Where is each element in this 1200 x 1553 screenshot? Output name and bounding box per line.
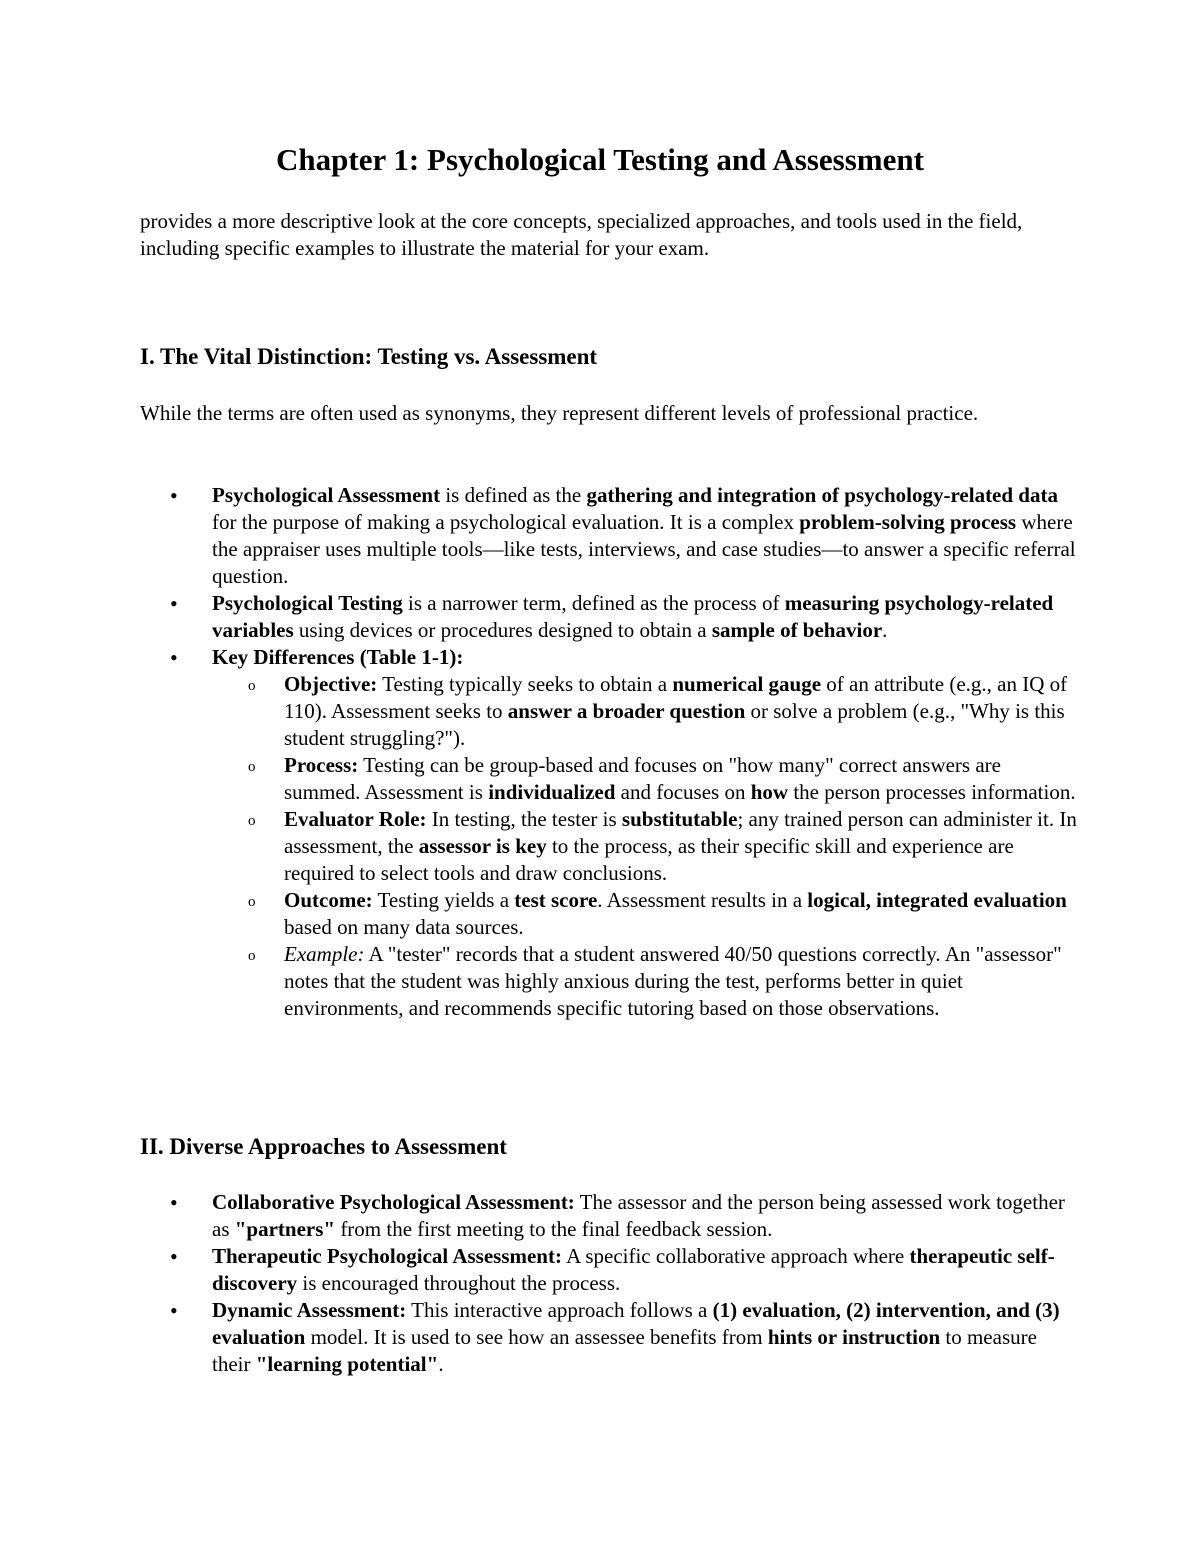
sublist-item-process: o Process: Testing can be group-based and focuses on "how many" correct answers are summed. Assessment is individualized and focuses on how the person processes information. [212, 752, 1080, 806]
sublist-item-evaluator-role: o Evaluator Role: In testing, the tester is substitutable; any trained person can administer it. In assessment, the assessor is key to the process, as their specific skill and experience are required to select tools and draw conclusions. [212, 806, 1080, 887]
list-item-therapeutic-assessment: • Therapeutic Psychological Assessment: A specific collaborative approach where therapeutic self-discovery is encouraged throughout the process. [140, 1243, 1080, 1297]
section-1-lead: While the terms are often used as synonyms, they represent different levels of professional practice. [140, 401, 979, 425]
section-1-heading: I. The Vital Distinction: Testing vs. Assessment [140, 344, 598, 369]
sublist-item-objective: o Objective: Testing typically seeks to obtain a numerical gauge of an attribute (e.g., an IQ of 110). Assessment seeks to answer a broader question or solve a problem (e.g., "Why is this student struggling?"). [212, 671, 1080, 752]
list-item-psychological-assessment: • Psychological Assessment is defined as the gathering and integration of psychology-related data for the purpose of making a psychological evaluation. It is a complex problem-solving process where the appraiser uses multiple tools—like tests, interviews, and case studies—to answer a specific referral question. [140, 482, 1080, 590]
intro-paragraph: provides a more descriptive look at the core concepts, specialized approaches, and tools used in the field, including specific examples to illustrate the material for your exam. [140, 209, 1023, 260]
section-1-list [140, 482, 1080, 1022]
page-title: Chapter 1: Psychological Testing and Assessment [276, 142, 924, 177]
list-item-collaborative-assessment: • Collaborative Psychological Assessment: The assessor and the person being assessed work together as "partners" from the first meeting to the final feedback session. [140, 1189, 1080, 1243]
key-differences-sublist [212, 671, 1080, 1022]
list-item-psychological-testing: • Psychological Testing is a narrower term, defined as the process of measuring psychology-related variables using devices or procedures designed to obtain a sample of behavior. [140, 590, 1080, 644]
sublist-item-outcome: o Outcome: Testing yields a test score. Assessment results in a logical, integrated evaluation based on many data sources. [212, 887, 1080, 941]
list-item-dynamic-assessment: • Dynamic Assessment: This interactive approach follows a (1) evaluation, (2) intervention, and (3) evaluation model. It is used to see how an assessee benefits from hints or instruction to measure their "learning potential". [140, 1297, 1080, 1378]
section-2-list [140, 1189, 1080, 1378]
section-2-heading: II. Diverse Approaches to Assessment [140, 1134, 507, 1159]
list-item-key-differences: • Key Differences (Table 1-1): o Objective: Testing typically seeks to obtain a numerical gauge of an attribute (e.g., an IQ of 110). Assessment seeks to answer a broader question or solve a problem (e.g., "Why is this student struggling?"). o Process: Testing can be group-based and focuses on "how many" correct answers are summed. Assessment is individualized and focuses on how the person processes information. o Evaluator Role: In testing, the tester is substitutable; any trained person can administer it. In assessment, the assessor is key to the process, as their specific skill and experience are required to select tools and draw conclusions. o Outcome: Testing yields a test score. Assessment results in a logical, integrated evaluation based on many data sources. o Example: A "tester" records that a student answered 40/50 questions correctly. An "assessor" notes that the student was highly anxious during the test, performs better in quiet environments, and recommends specific tutoring based on those observations. [140, 644, 1080, 1022]
sublist-item-example: o Example: A "tester" records that a student answered 40/50 questions correctly. An "assessor" notes that the student was highly anxious during the test, performs better in quiet environments, and recommends specific tutoring based on those observations. [212, 941, 1080, 1022]
